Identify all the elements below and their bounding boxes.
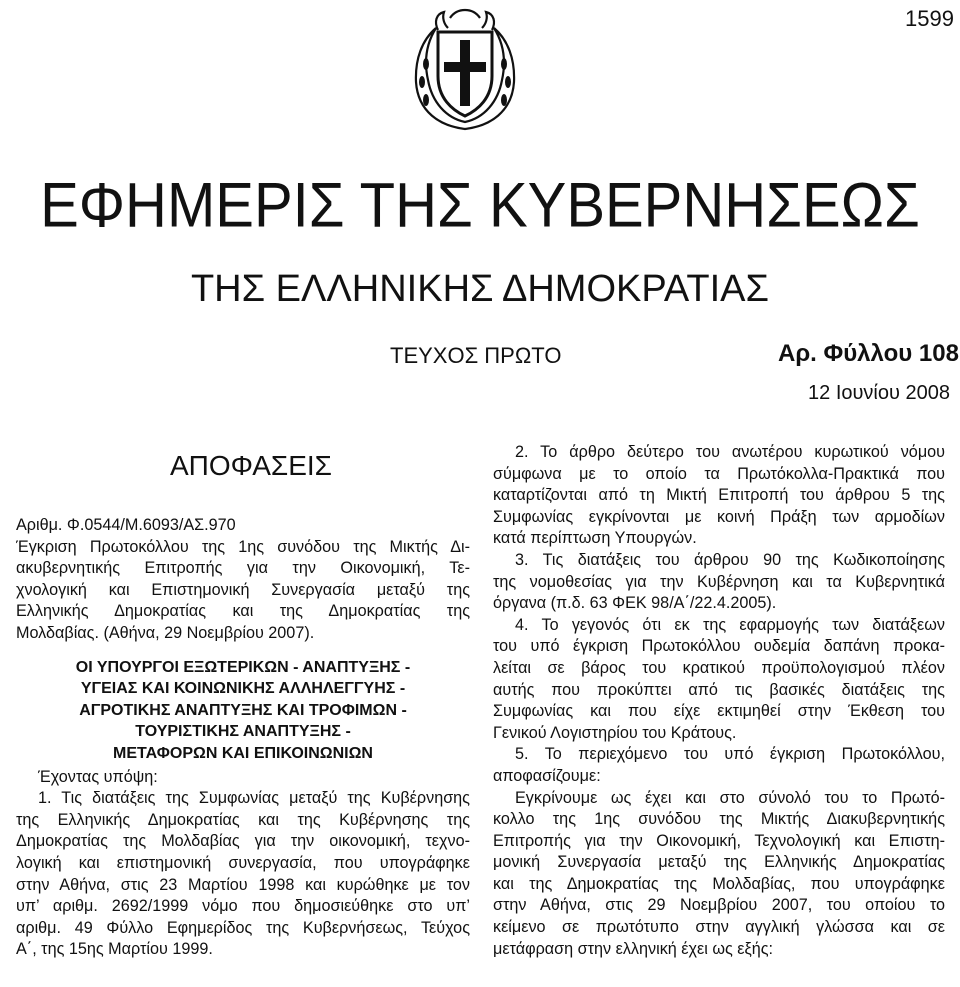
paragraph-line: λείται σε βάρος του κρατικού προϋπολογισμού πλέον — [493, 658, 945, 677]
paragraph-line: καταρτίζονται από τη Μικτή Επιτροπή του άρθρου 5 της — [493, 486, 945, 505]
left-column — [16, 515, 470, 961]
paragraph-line: υπ’ αριθμ. 2692/1999 νόμο που δημοσιεύθηκε στο υπ’ — [16, 897, 470, 916]
paragraph-line: αποφασίζουμε: — [493, 766, 601, 785]
paragraph-line: 1. Τις διατάξεις της Συμφωνίας μεταξύ της Κυβέρνησης — [38, 789, 470, 808]
paragraph-line: Δημοκρατίας της Μολδαβίας για την οικονομική, τεχνο- — [16, 832, 470, 851]
paragraph-line: σύμφωνα με το οποίο τα Πρωτόκολλα-Πρακτικά που — [493, 464, 945, 483]
paragraph-line: κατά περίπτωση Υπουργών. — [493, 529, 697, 548]
paragraph-line: αριθμ. 49 Φύλλο Εφημερίδος της Κυβερνήσεως, Τεύχος — [16, 918, 470, 937]
ministers-heading — [16, 657, 470, 765]
masthead-subtitle: ΤΗΣ ΕΛΛΗΝΙΚΗΣ ΔΗΜΟΚΡΑΤΙΑΣ — [190, 268, 770, 310]
ministers-line: ΤΟΥΡΙΣΤΙΚΗΣ ΑΝΑΠΤΥΞΗΣ - — [135, 723, 351, 741]
paragraph-line: 3. Τις διατάξεις του άρθρου 90 της Κωδικοποίησης — [515, 550, 945, 569]
paragraph-line: στην Αθήνα, στις 23 Μαρτίου 1998 και κυρώθηκε με τον — [16, 875, 470, 894]
issue-date: 12 Ιουνίου 2008 — [808, 382, 950, 404]
page-number: 1599 — [905, 6, 954, 31]
paragraph-3 — [493, 550, 945, 615]
paragraph-line: μετάφραση στην ελληνική έχει ως εξής: — [493, 939, 774, 958]
decision-reference: Αριθμ. Φ.0544/Μ.6093/ΑΣ.970 — [16, 516, 236, 534]
decision-summary — [16, 537, 470, 645]
paragraph-line: Α΄, της 15ης Μαρτίου 1999. — [16, 940, 213, 959]
right-column — [493, 442, 945, 960]
summary-line: χνολογική και Επιστημονική Συνεργασία μεταξύ της — [16, 580, 470, 599]
paragraph-line: αυτής που προκύπτει από τις βασικές διατάξεις της — [493, 680, 945, 699]
summary-line: Μολδαβίας. (Αθήνα, 29 Νοεμβρίου 2007). — [16, 623, 315, 642]
paragraph-line: Γενικού Λογιστηρίου του Κράτους. — [493, 723, 737, 742]
paragraph-line: της Ελληνικής Δημοκρατίας και της Κυβέρνησης της — [16, 810, 470, 829]
paragraph-line: όργανα (π.δ. 63 ΦΕΚ 98/Α΄/22.4.2005). — [493, 594, 777, 613]
paragraph-line: Εγκρίνουμε ως έχει και στο σύνολό του το Πρωτό- — [515, 788, 945, 807]
paragraph-5 — [493, 744, 945, 787]
summary-line: ακυβερνητικής Επιτροπής για την Οικονομική, Τε- — [16, 559, 470, 578]
approval-paragraph — [493, 788, 945, 961]
paragraph-line: κολλο της 1ης συνόδου της Μικτής Διακυβερνητικής — [493, 810, 945, 829]
paragraph-line: Επιτροπής για την Οικονομική, Τεχνολογική και Επιστη- — [493, 831, 945, 850]
sheet-number: Αρ. Φύλλου 108 — [778, 340, 959, 367]
ministers-line: ΟΙ ΥΠΟΥΡΓΟΙ ΕΞΩΤΕΡΙΚΩΝ - ΑΝΑΠΤΥΞΗΣ - — [75, 658, 411, 676]
paragraph-1 — [16, 788, 470, 961]
paragraph-line: στην Αθήνα, στις 29 Νοεμβρίου 2007, του οποίου το — [493, 896, 945, 915]
paragraph-line: 2. Το άρθρο δεύτερο του ανωτέρου κυρωτικού νόμου — [515, 443, 945, 461]
paragraph-line: λογική και επιστημονική συνεργασία, που υπογράφηκε — [16, 853, 470, 872]
summary-line: Ελληνικής Δημοκρατίας και της Δημοκρατίας της — [16, 602, 470, 621]
paragraph-line: Συμφωνίας και που είχε εκτιμηθεί στην Έκθεση του — [493, 702, 945, 721]
paragraph-2 — [493, 442, 945, 550]
issue-series: ΤΕΥΧΟΣ ΠΡΩΤΟ — [390, 343, 562, 368]
summary-line: Έγκριση Πρωτοκόλλου της 1ης συνόδου της Μικτής Δι- — [16, 537, 470, 556]
ministers-line: ΑΓΡΟΤΙΚΗΣ ΑΝΑΠΤΥΞΗΣ ΚΑΙ ΤΡΟΦΙΜΩΝ - — [79, 701, 407, 719]
paragraph-line: κείμενο σε πρωτότυπο στην αγγλική γλώσσα και σε — [493, 918, 945, 937]
ministers-line: ΜΕΤΑΦΟΡΩΝ ΚΑΙ ΕΠΙΚΟΙΝΩΝΙΩΝ — [113, 744, 373, 762]
masthead-title: ΕΦΗΜΕΡΙΣ ΤΗΣ ΚΥΒΕΡΝΗΣΕΩΣ — [40, 170, 920, 241]
paragraph-line: και της Δημοκρατίας της Μολδαβίας, που υπογράφηκε — [493, 874, 945, 893]
paragraph-line: μονική Συνεργασία μεταξύ της Ελληνικής Δημοκρατίας — [493, 853, 945, 872]
paragraph-line: 5. Το περιεχόμενο του υπό έγκριση Πρωτοκόλλου, — [515, 745, 945, 764]
paragraph-line: 4. Το γεγονός ότι εκ της εφαρμογής των διατάξεων — [515, 615, 945, 634]
paragraph-line: του υπό έγκριση Πρωτοκόλλου ουδεμία δαπάνη προκα- — [493, 637, 945, 656]
paragraph-4 — [493, 615, 945, 745]
greek-coat-of-arms-icon — [410, 4, 520, 136]
paragraph-line: Συμφωνίας εγκρίνονται με κοινή Πράξη των αρμοδίων — [493, 507, 945, 526]
section-title: ΑΠΟΦΑΣΕΙΣ — [170, 450, 332, 481]
ministers-line: ΥΓΕΙΑΣ ΚΑΙ ΚΟΙΝΩΝΙΚΗΣ ΑΛΛΗΛΕΓΓΥΗΣ - — [80, 680, 406, 698]
paragraph-line: της νομοθεσίας για την Κυβέρνηση και τα Κυβερνητικά — [493, 572, 945, 591]
considering-label: Έχοντας υπόψη: — [38, 767, 158, 786]
